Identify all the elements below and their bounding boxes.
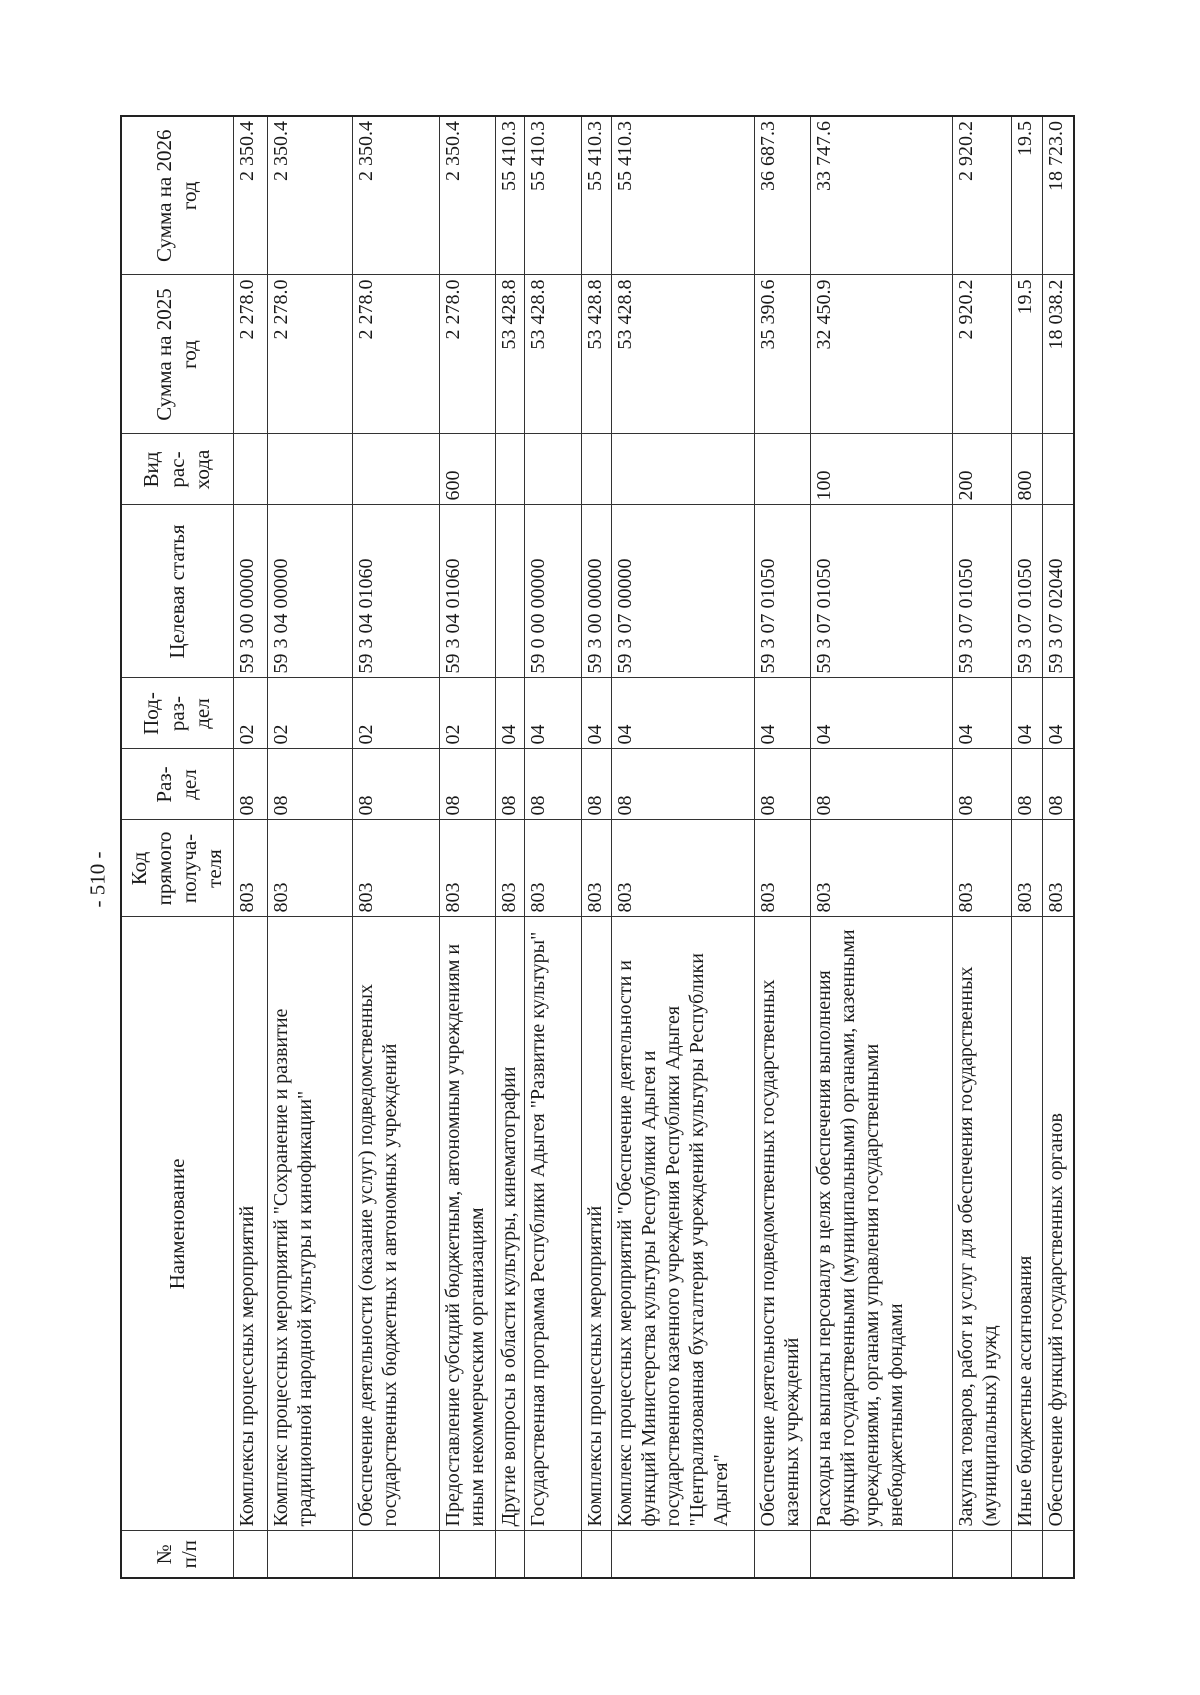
cell-sum2025: 2 278.0 bbox=[440, 275, 496, 434]
cell-razdel: 08 bbox=[1043, 749, 1074, 820]
cell-razdel: 08 bbox=[611, 749, 755, 820]
table-row bbox=[1012, 116, 1043, 1578]
cell-podrazdel: 04 bbox=[810, 678, 952, 749]
cell-num bbox=[440, 1531, 496, 1578]
cell-num bbox=[233, 1531, 267, 1578]
header-podrazdel: Под-раз-дел bbox=[121, 678, 233, 749]
cell-podrazdel: 04 bbox=[755, 678, 811, 749]
cell-sum2026: 18 723.0 bbox=[1043, 116, 1074, 275]
cell-name: Комплексы процессных мероприятий bbox=[581, 917, 611, 1531]
cell-cs: 59 3 07 01050 bbox=[810, 505, 952, 678]
cell-sum2026: 55 410.3 bbox=[581, 116, 611, 275]
page-number: - 510 - bbox=[85, 851, 110, 908]
cell-podrazdel: 02 bbox=[440, 678, 496, 749]
cell-razdel: 08 bbox=[524, 749, 581, 820]
cell-code: 803 bbox=[581, 820, 611, 917]
cell-cs: 59 3 07 02040 bbox=[1043, 505, 1074, 678]
cell-cs: 59 3 04 00000 bbox=[267, 505, 353, 678]
cell-razdel: 08 bbox=[495, 749, 524, 820]
cell-num bbox=[810, 1531, 952, 1578]
cell-razdel: 08 bbox=[440, 749, 496, 820]
header-vr: Вид рас-хода bbox=[121, 434, 233, 505]
cell-code: 803 bbox=[953, 820, 1012, 917]
cell-sum2025: 53 428.8 bbox=[581, 275, 611, 434]
cell-code: 803 bbox=[810, 820, 952, 917]
cell-vr bbox=[581, 434, 611, 505]
cell-cs bbox=[495, 505, 524, 678]
header-name: Наименование bbox=[121, 917, 233, 1531]
cell-num bbox=[524, 1531, 581, 1578]
cell-sum2026: 2 350.4 bbox=[233, 116, 267, 275]
cell-razdel: 08 bbox=[953, 749, 1012, 820]
cell-sum2025: 53 428.8 bbox=[524, 275, 581, 434]
cell-podrazdel: 04 bbox=[495, 678, 524, 749]
table-row bbox=[810, 116, 952, 1578]
cell-name: Обеспечение функций государственных органов bbox=[1043, 917, 1074, 1531]
cell-code: 803 bbox=[233, 820, 267, 917]
table-row bbox=[1043, 116, 1074, 1578]
cell-name: Комплекс процессных мероприятий "Сохранение и развитие традиционной народной культуры и кинофикации" bbox=[267, 917, 353, 1531]
header-code: Код прямого получа-теля bbox=[121, 820, 233, 917]
cell-name: Государственная программа Республики Адыгея "Развитие культуры" bbox=[524, 917, 581, 1531]
table-row bbox=[524, 116, 581, 1578]
cell-vr bbox=[267, 434, 353, 505]
cell-vr bbox=[495, 434, 524, 505]
cell-code: 803 bbox=[611, 820, 755, 917]
cell-razdel: 08 bbox=[810, 749, 952, 820]
cell-sum2026: 55 410.3 bbox=[495, 116, 524, 275]
cell-code: 803 bbox=[353, 820, 440, 917]
cell-code: 803 bbox=[755, 820, 811, 917]
cell-vr: 600 bbox=[440, 434, 496, 505]
cell-name: Обеспечение деятельности подведомственных государственных казенных учреждений bbox=[755, 917, 811, 1531]
cell-cs: 59 3 00 00000 bbox=[233, 505, 267, 678]
cell-code: 803 bbox=[1012, 820, 1043, 917]
table-row bbox=[353, 116, 440, 1578]
cell-num bbox=[755, 1531, 811, 1578]
cell-num bbox=[267, 1531, 353, 1578]
cell-vr: 800 bbox=[1012, 434, 1043, 505]
cell-code: 803 bbox=[524, 820, 581, 917]
table-header-row bbox=[121, 116, 233, 1578]
table-row bbox=[581, 116, 611, 1578]
cell-num bbox=[495, 1531, 524, 1578]
cell-podrazdel: 02 bbox=[353, 678, 440, 749]
cell-name: Закупка товаров, работ и услуг для обеспечения государственных (муниципальных) нужд bbox=[953, 917, 1012, 1531]
cell-podrazdel: 02 bbox=[267, 678, 353, 749]
cell-code: 803 bbox=[1043, 820, 1074, 917]
cell-cs: 59 3 07 01050 bbox=[755, 505, 811, 678]
cell-vr bbox=[611, 434, 755, 505]
table-row bbox=[755, 116, 811, 1578]
cell-cs: 59 0 00 00000 bbox=[524, 505, 581, 678]
cell-num bbox=[953, 1531, 1012, 1578]
cell-cs: 59 3 04 01060 bbox=[353, 505, 440, 678]
cell-vr: 100 bbox=[810, 434, 952, 505]
cell-name: Предоставление субсидий бюджетным, автономным учреждениям и иным некоммерческим организациям bbox=[440, 917, 496, 1531]
cell-podrazdel: 04 bbox=[1012, 678, 1043, 749]
table-row bbox=[267, 116, 353, 1578]
table-row bbox=[233, 116, 267, 1578]
budget-table bbox=[120, 115, 1075, 1579]
cell-vr bbox=[233, 434, 267, 505]
cell-name: Комплекс процессных мероприятий "Обеспечение деятельности и функций Министерства культуры Республики Адыгея и государственного казенного учреждения Республики Адыгея "Централизованная бухгалтерия учреждений культуры Республики Адыгея" bbox=[611, 917, 755, 1531]
cell-sum2026: 55 410.3 bbox=[524, 116, 581, 275]
cell-num bbox=[1043, 1531, 1074, 1578]
cell-sum2025: 35 390.6 bbox=[755, 275, 811, 434]
cell-razdel: 08 bbox=[233, 749, 267, 820]
table-row bbox=[611, 116, 755, 1578]
cell-razdel: 08 bbox=[1012, 749, 1043, 820]
cell-sum2026: 19.5 bbox=[1012, 116, 1043, 275]
cell-sum2026: 2 920.2 bbox=[953, 116, 1012, 275]
cell-code: 803 bbox=[495, 820, 524, 917]
table-row bbox=[440, 116, 496, 1578]
cell-sum2026: 2 350.4 bbox=[267, 116, 353, 275]
header-num: № п/п bbox=[121, 1531, 233, 1578]
cell-sum2025: 19.5 bbox=[1012, 275, 1043, 434]
cell-num bbox=[353, 1531, 440, 1578]
table-row bbox=[953, 116, 1012, 1578]
cell-sum2025: 32 450.9 bbox=[810, 275, 952, 434]
cell-podrazdel: 04 bbox=[1043, 678, 1074, 749]
cell-sum2026: 2 350.4 bbox=[353, 116, 440, 275]
cell-cs: 59 3 04 01060 bbox=[440, 505, 496, 678]
cell-sum2025: 53 428.8 bbox=[611, 275, 755, 434]
budget-table-sheet bbox=[120, 117, 1075, 1579]
cell-vr bbox=[755, 434, 811, 505]
cell-podrazdel: 04 bbox=[611, 678, 755, 749]
cell-podrazdel: 04 bbox=[953, 678, 1012, 749]
cell-name: Расходы на выплаты персоналу в целях обеспечения выполнения функций государственными (муниципальными) органами, казенными учреждениями, органами управления государственными внебюджетными фондами bbox=[810, 917, 952, 1531]
cell-sum2025: 18 038.2 bbox=[1043, 275, 1074, 434]
cell-sum2026: 36 687.3 bbox=[755, 116, 811, 275]
rotated-table-container bbox=[120, 117, 1075, 1579]
cell-sum2026: 33 747.6 bbox=[810, 116, 952, 275]
cell-cs: 59 3 07 01050 bbox=[1012, 505, 1043, 678]
cell-cs: 59 3 00 00000 bbox=[581, 505, 611, 678]
cell-sum2026: 55 410.3 bbox=[611, 116, 755, 275]
cell-name: Комплексы процессных мероприятий bbox=[233, 917, 267, 1531]
cell-sum2025: 2 278.0 bbox=[267, 275, 353, 434]
cell-code: 803 bbox=[440, 820, 496, 917]
cell-podrazdel: 04 bbox=[524, 678, 581, 749]
cell-num bbox=[611, 1531, 755, 1578]
cell-name: Обеспечение деятельности (оказание услуг) подведомственных государственных бюджетных и автономных учреждений bbox=[353, 917, 440, 1531]
cell-sum2025: 2 278.0 bbox=[353, 275, 440, 434]
cell-podrazdel: 02 bbox=[233, 678, 267, 749]
cell-sum2026: 2 350.4 bbox=[440, 116, 496, 275]
header-sum2025: Сумма на 2025 год bbox=[121, 275, 233, 434]
cell-podrazdel: 04 bbox=[581, 678, 611, 749]
table-row bbox=[495, 116, 524, 1578]
cell-name: Другие вопросы в области культуры, кинематографии bbox=[495, 917, 524, 1531]
cell-sum2025: 2 278.0 bbox=[233, 275, 267, 434]
header-cs: Целевая статья bbox=[121, 505, 233, 678]
cell-sum2025: 53 428.8 bbox=[495, 275, 524, 434]
cell-razdel: 08 bbox=[353, 749, 440, 820]
cell-sum2025: 2 920.2 bbox=[953, 275, 1012, 434]
cell-cs: 59 3 07 01050 bbox=[953, 505, 1012, 678]
cell-name: Иные бюджетные ассигнования bbox=[1012, 917, 1043, 1531]
cell-num bbox=[1012, 1531, 1043, 1578]
cell-cs: 59 3 07 00000 bbox=[611, 505, 755, 678]
cell-code: 803 bbox=[267, 820, 353, 917]
cell-vr bbox=[1043, 434, 1074, 505]
cell-razdel: 08 bbox=[267, 749, 353, 820]
cell-razdel: 08 bbox=[755, 749, 811, 820]
cell-razdel: 08 bbox=[581, 749, 611, 820]
cell-vr bbox=[524, 434, 581, 505]
header-sum2026: Сумма на 2026 год bbox=[121, 116, 233, 275]
header-razdel: Раз-дел bbox=[121, 749, 233, 820]
cell-vr: 200 bbox=[953, 434, 1012, 505]
cell-num bbox=[581, 1531, 611, 1578]
cell-vr bbox=[353, 434, 440, 505]
